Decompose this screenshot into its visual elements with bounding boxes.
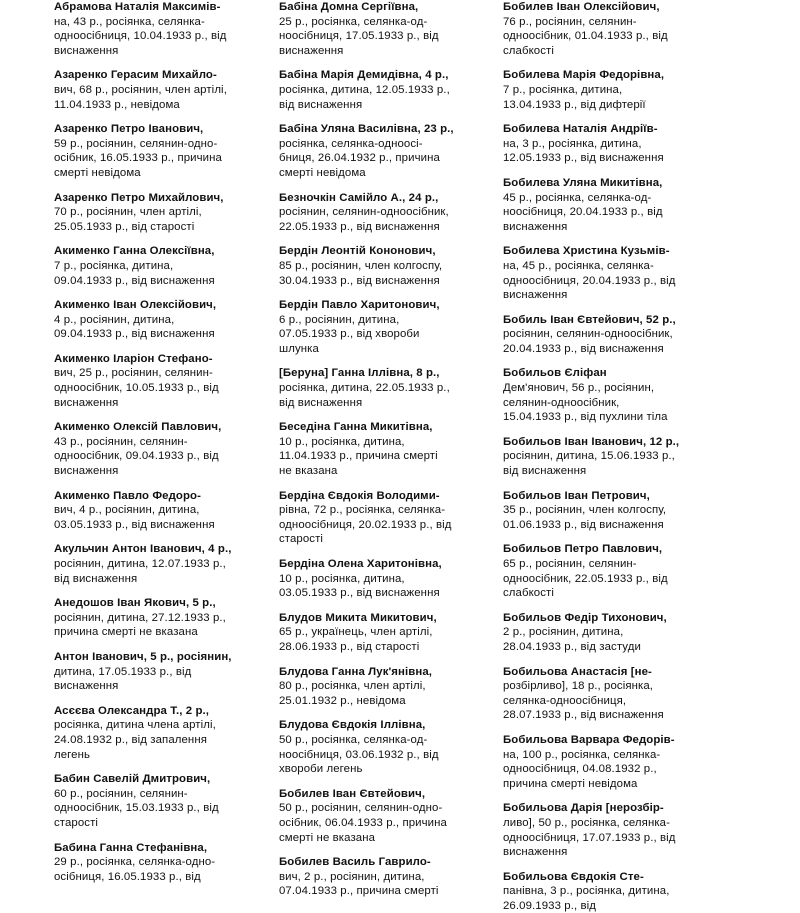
list-item (54, 122, 290, 180)
entry-detail-line: одноосібниця, 04.08.1932 р., (503, 763, 657, 776)
entry-detail-line: 60 р., росіянин, селянин- (54, 787, 188, 800)
entry-detail-line: 85 р., росіянин, член колгоспу, (279, 259, 443, 272)
entry-name: Бобилева Христина Кузьмів- (503, 245, 670, 258)
list-item (503, 489, 739, 533)
entry-detail-line: 12.05.1933 р., від виснаження (503, 152, 664, 165)
entry-name: Беседіна Ганна Микитівна, (279, 421, 433, 434)
entry-name: Бобиль Іван Євтейович, 52 р., (503, 313, 676, 326)
list-item (54, 650, 290, 694)
entry-detail-line: росіянин, дитина, 15.06.1933 р., (503, 450, 675, 463)
list-item (54, 596, 290, 640)
entry-detail-line: вич, 25 р., росіянин, селянин- (54, 367, 213, 380)
entry-name: Безночкін Самійло А., 24 р., (279, 191, 439, 204)
entry-detail-line: 25.05.1933 р., від старості (54, 220, 195, 233)
entry-detail-line: 09.04.1933 р., від виснаження (54, 328, 215, 341)
entry-detail-line: виснаження (279, 44, 344, 57)
entry-detail-line: 28.07.1933 р., від виснаження (503, 709, 664, 722)
entry-detail-line: від виснаження (503, 465, 587, 478)
list-item (54, 704, 290, 762)
entry-name: Блудов Микита Микитович, (279, 611, 437, 624)
entry-detail-line: росіянин, селянин-одноосібник, (279, 206, 449, 219)
entry-name: Бердін Павло Харитонович, (279, 299, 440, 312)
entry-detail-line: ливо], 50 р., росіянка, селянка- (503, 816, 670, 829)
entry-detail-line: 76 р., росіянин, селянин- (503, 15, 637, 28)
entry-name: Абрамова Наталія Максимів- (54, 1, 221, 13)
list-item (503, 176, 739, 234)
entry-detail-line: 28.06.1933 р., від старості (279, 640, 420, 653)
entry-detail-line: 4 р., росіянин, дитина, (54, 313, 175, 326)
list-item (279, 0, 515, 58)
entry-name: Азаренко Герасим Михайло- (54, 69, 217, 82)
list-item (503, 366, 739, 424)
entry-detail-line: Дем'янович, 56 р., росіянин, (503, 382, 655, 395)
entry-detail-line: росіянин, селянин-одноосібник, (503, 328, 673, 341)
entry-detail-line: розбірливо], 18 р., росіянка, (503, 680, 654, 693)
list-item (279, 665, 515, 709)
entry-name: Бабіна Марія Демидівна, 4 р., (279, 69, 449, 82)
entry-detail-line: 7 р., росіянка, дитина, (54, 259, 174, 272)
entry-detail-line: ноосібниця, 17.05.1933 р., від (279, 30, 439, 43)
list-item (54, 298, 290, 342)
entry-name: Бобилев Василь Гаврило- (279, 856, 431, 869)
entry-detail-line: на, 3 р., росіянка, дитина, (503, 137, 642, 150)
list-item (279, 611, 515, 655)
list-item (503, 313, 739, 357)
entry-detail-line: 65 р., українець, член артілі, (279, 626, 433, 639)
column-1 (54, 0, 290, 884)
entry-name: Блудова Ганна Лук'янівна, (279, 665, 433, 678)
list-item (54, 542, 290, 586)
list-item (279, 855, 515, 899)
entry-detail-line: старості (54, 816, 99, 829)
entry-detail-line: рівна, 72 р., росіянка, селянка- (279, 504, 446, 517)
entry-name: Бобильов Іван Петрович, (503, 489, 650, 502)
list-item (54, 489, 290, 533)
entry-detail-line: 35 р., росіянин, член колгоспу, (503, 504, 667, 517)
entry-name: Бобильова Дарія [нерозбір- (503, 802, 664, 815)
entry-detail-line: осібник, 16.05.1933 р., причина (54, 152, 222, 165)
entry-detail-line: 11.04.1933 р., причина смерті (279, 450, 438, 463)
entry-detail-line: 03.05.1933 р., від виснаження (279, 587, 440, 600)
entry-name: Акульчин Антон Іванович, 4 р., (54, 543, 232, 556)
list-item (54, 68, 290, 112)
entry-detail-line: одноосібниця, 17.07.1933 р., від (503, 831, 676, 844)
entry-detail-line: панівна, 3 р., росіянка, дитина, (503, 885, 670, 898)
list-item (503, 0, 739, 58)
entry-detail-line: виснаження (54, 680, 119, 693)
list-item (503, 68, 739, 112)
entry-name: Бобильов Федір Тихонович, (503, 611, 667, 624)
list-item (503, 665, 739, 723)
entry-detail-line: від виснаження (54, 572, 138, 585)
list-item (54, 772, 290, 830)
entry-detail-line: на, 43 р., росіянка, селянка- (54, 15, 205, 28)
entry-name: Бобильова Варвара Федорів- (503, 733, 675, 746)
entry-detail-line: вич, 2 р., росіянин, дитина, (279, 870, 425, 883)
entry-detail-line: бниця, 26.04.1932 р., причина (279, 152, 440, 165)
entry-detail-line: одноосібник, 10.05.1933 р., від (54, 382, 219, 395)
entry-detail-line: 29 р., росіянка, селянка-одно- (54, 856, 216, 869)
list-item (54, 841, 290, 885)
entry-name: Бобильов Петро Павлович, (503, 543, 663, 556)
entry-name: Бабин Савелій Дмитрович, (54, 773, 211, 786)
entry-name: [Беруна] Ганна Іллівна, 8 р., (279, 367, 440, 380)
entry-detail-line: не вказана (279, 465, 338, 478)
entry-detail-line: одноосібниця, 20.02.1933 р., від (279, 518, 452, 531)
list-item (503, 435, 739, 479)
entry-detail-line: причина смерті невідома (503, 777, 638, 790)
list-item (279, 489, 515, 547)
entry-detail-line: осібниця, 16.05.1933 р., від (54, 870, 201, 883)
entry-detail-line: 15.04.1933 р., від пухлини тіла (503, 411, 668, 424)
entry-detail-line: дитина, 17.05.1933 р., від (54, 665, 192, 678)
list-item (54, 420, 290, 478)
entry-detail-line: росіянка, дитина, 22.05.1933 р., (279, 382, 450, 395)
entry-detail-line: ноосібниця, 03.06.1932 р., від (279, 748, 439, 761)
list-item (54, 0, 290, 58)
list-item (54, 352, 290, 410)
entry-detail-line: 07.04.1933 р., причина смерті (279, 885, 439, 898)
entry-detail-line: від виснаження (279, 98, 363, 111)
entry-detail-line: ноосібниця, 20.04.1933 р., від (503, 206, 663, 219)
entry-name: Азаренко Петро Михайлович, (54, 191, 224, 204)
entry-detail-line: смерті невідома (279, 166, 366, 179)
entry-detail-line: селянка-одноосібниця, (503, 694, 627, 707)
entry-detail-line: виснаження (54, 396, 119, 409)
entry-detail-line: 10 р., росіянка, дитина, (279, 435, 405, 448)
column-3 (503, 0, 739, 913)
list-item (279, 366, 515, 410)
entry-detail-line: смерті не вказана (279, 831, 376, 844)
entry-detail-line: 2 р., росіянин, дитина, (503, 626, 624, 639)
entry-detail-line: селянин-одноосібник, (503, 396, 620, 409)
entry-detail-line: 70 р., росіянин, член артілі, (54, 206, 202, 219)
entry-name: Акименко Іларіон Стефано- (54, 352, 213, 365)
list-item (503, 870, 739, 913)
entry-name: Акименко Іван Олексійович, (54, 299, 217, 312)
entry-name: Бобилев Іван Євтейович, (279, 787, 426, 800)
list-item (503, 542, 739, 600)
entry-detail-line: 43 р., росіянин, селянин- (54, 435, 188, 448)
entry-detail-line: 50 р., росіянин, селянин-одно- (279, 802, 443, 815)
entry-detail-line: 26.09.1933 р., від (503, 899, 597, 912)
entry-detail-line: легень (54, 748, 91, 761)
entry-name: Анедошов Іван Якович, 5 р., (54, 597, 216, 610)
entry-name: Антон Іванович, 5 р., росіянин, (54, 650, 232, 663)
entry-detail-line: на, 45 р., росіянка, селянка- (503, 259, 654, 272)
entry-detail-line: 59 р., росіянин, селянин-одно- (54, 137, 218, 150)
entry-detail-line: росіянка, селянка-одноосі- (279, 137, 423, 150)
entry-detail-line: 13.04.1933 р., від дифтерії (503, 98, 646, 111)
entry-name: Бабіна Уляна Василівна, 23 р., (279, 123, 454, 136)
entry-name: Бобильов Іван Іванович, 12 р., (503, 435, 680, 448)
entry-detail-line: 01.06.1933 р., від виснаження (503, 518, 664, 531)
entry-detail-line: старості (279, 533, 324, 546)
entry-detail-line: росіянин, дитина, 12.07.1933 р., (54, 558, 226, 570)
entry-detail-line: 50 р., росіянка, селянка-од- (279, 733, 428, 746)
entry-detail-line: росіянка, дитина члена артілі, (54, 719, 216, 732)
entry-detail-line: одноосібниця, 10.04.1933 р., від (54, 30, 227, 43)
entry-detail-line: вич, 68 р., росіянин, член артілі, (54, 83, 227, 96)
list-item (503, 611, 739, 655)
entry-detail-line: росіянин, дитина, 27.12.1933 р., (54, 611, 226, 624)
entry-name: Акименко Ганна Олексіївна, (54, 245, 215, 258)
entry-detail-line: 10 р., росіянка, дитина, (279, 572, 405, 585)
list-item (279, 420, 515, 478)
entry-name: Бердіна Євдокія Володими- (279, 489, 440, 502)
entry-name: Бабина Ганна Стефанівна, (54, 841, 208, 854)
entry-detail-line: смерті невідома (54, 166, 141, 179)
entry-detail-line: одноосібник, 09.04.1933 р., від (54, 450, 219, 463)
entry-name: Бобильова Анастасія [не- (503, 665, 652, 678)
entry-detail-line: виснаження (503, 289, 568, 302)
list-item (503, 122, 739, 166)
entry-name: Бердіна Олена Харитонівна, (279, 558, 442, 570)
column-2 (279, 0, 515, 899)
entry-detail-line: на, 100 р., росіянка, селянка- (503, 748, 661, 761)
entry-name: Бердін Леонтій Кононович, (279, 245, 436, 258)
list-item (503, 733, 739, 791)
entry-detail-line: 11.04.1933 р., невідома (54, 98, 180, 111)
entry-detail-line: 09.04.1933 р., від виснаження (54, 274, 215, 287)
list-item (503, 244, 739, 302)
entry-detail-line: 80 р., росіянка, член артілі, (279, 680, 426, 693)
entry-detail-line: 45 р., росіянка, селянка-од- (503, 191, 652, 204)
entry-detail-line: 25 р., росіянка, селянка-од- (279, 15, 428, 28)
list-item (54, 244, 290, 288)
list-item (279, 68, 515, 112)
entry-name: Бобилева Марія Федорівна, (503, 69, 665, 82)
list-item (503, 801, 739, 859)
entry-detail-line: 28.04.1933 р., від застуди (503, 640, 641, 653)
entry-detail-line: виснаження (503, 220, 568, 233)
entry-detail-line: причина смерті не вказана (54, 626, 198, 639)
entry-name: Бобильов Єліфан (503, 367, 607, 380)
entry-name: Бобильова Євдокія Сте- (503, 870, 644, 883)
entry-detail-line: слабкості (503, 587, 554, 600)
entry-name: Асєєва Олександра Т., 2 р., (54, 704, 210, 717)
entry-detail-line: 30.04.1933 р., від виснаження (279, 274, 440, 287)
entry-detail-line: 7 р., росіянка, дитина, (503, 83, 623, 96)
entry-detail-line: 25.01.1932 р., невідома (279, 694, 406, 707)
entry-detail-line: одноосібниця, 20.04.1933 р., від (503, 274, 676, 287)
entry-name: Бабіна Домна Сергіївна, (279, 1, 419, 13)
list-item (279, 298, 515, 356)
entry-detail-line: хвороби легень (279, 763, 363, 776)
entry-detail-line: 03.05.1933 р., від виснаження (54, 518, 215, 531)
entry-name: Акименко Павло Федоро- (54, 489, 201, 502)
entry-detail-line: 07.05.1933 р., від хвороби (279, 328, 420, 341)
entry-detail-line: 6 р., росіянин, дитина, (279, 313, 400, 326)
entry-detail-line: одноосібник, 22.05.1933 р., від (503, 572, 668, 585)
entry-detail-line: вич, 4 р., росіянин, дитина, (54, 504, 200, 517)
list-item (279, 718, 515, 776)
entry-detail-line: одноосібник, 15.03.1933 р., від (54, 802, 219, 815)
list-item (279, 557, 515, 601)
entry-detail-line: 24.08.1932 р., від запалення (54, 733, 207, 746)
list-item (279, 787, 515, 845)
list-item (54, 191, 290, 235)
entry-name: Бобилева Наталія Андріїв- (503, 123, 658, 136)
list-item (279, 244, 515, 288)
list-item (279, 191, 515, 235)
entry-name: Бобилева Уляна Микитівна, (503, 176, 663, 189)
entry-detail-line: виснаження (503, 846, 568, 859)
entry-detail-line: осібник, 06.04.1933 р., причина (279, 816, 447, 829)
list-item (279, 122, 515, 180)
entry-detail-line: слабкості (503, 44, 554, 57)
entry-detail-line: 22.05.1933 р., від виснаження (279, 220, 440, 233)
entry-detail-line: одноосібник, 01.04.1933 р., від (503, 30, 668, 43)
entry-detail-line: 20.04.1933 р., від виснаження (503, 342, 664, 355)
entry-detail-line: від виснаження (279, 396, 363, 409)
entry-detail-line: виснаження (54, 465, 119, 478)
entry-detail-line: шлунка (279, 342, 319, 355)
entry-name: Азаренко Петро Іванович, (54, 123, 204, 136)
entry-name: Блудова Євдокія Іллівна, (279, 719, 426, 732)
entry-detail-line: виснаження (54, 44, 119, 57)
entry-name: Бобилев Іван Олексійович, (503, 1, 660, 13)
entry-name: Акименко Олексій Павлович, (54, 421, 222, 434)
entry-detail-line: 65 р., росіянин, селянин- (503, 558, 637, 570)
entry-detail-line: росіянка, дитина, 12.05.1933 р., (279, 83, 450, 96)
